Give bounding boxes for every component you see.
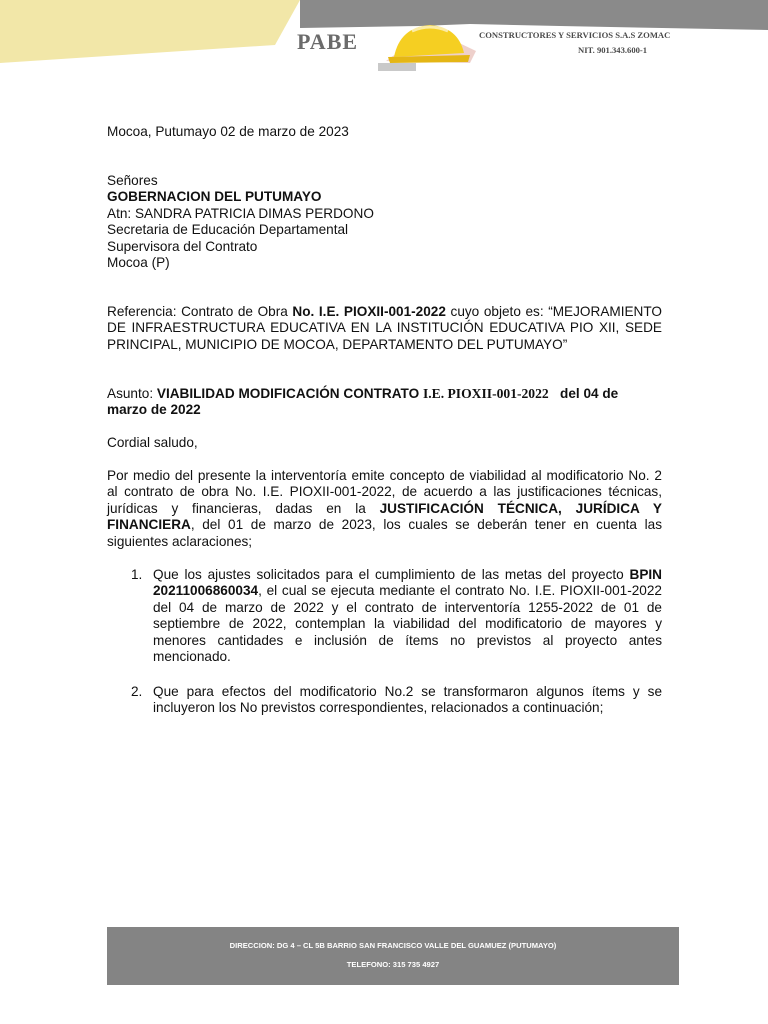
body-text-1: Por medio del presente la interventoría emite concepto de viabilidad al modificatorio No. 2 al contrato de obra No. I.E. PIOXII-001-2022, de acuerdo a las justificaciones técnicas, jurídicas y financieras, dadas en la [107,468,662,516]
list-text-2: , el cual se ejecuta mediante el contrato No. I.E. PIOXII-001-2022 del 04 de marzo de 2022 y el contrato de interventoría 1255-2022 de 01 de septiembre de 2022, contemplan la viabilidad del modificatorio de mayores y menores cantidades e inclusión de ítems no previstos al proyecto antes mencionado. [153,583,662,665]
footer-address: DIRECCION: DG 4 – CL 5B BARRIO SAN FRANCISCO VALLE DEL GUAMUEZ (PUTUMAYO) [229,941,557,950]
subject-title: VIABILIDAD MODIFICACIÓN CONTRATO [156,386,423,401]
list-number: 2. [131,684,143,699]
list-item [107,684,662,717]
gray-band [300,0,768,30]
place-date: Mocoa, Putumayo 02 de marzo de 2023 [107,124,349,139]
reference-label: Referencia: [107,304,177,319]
reference-paragraph [107,304,662,353]
subject-paragraph [107,386,662,419]
company-nit: NIT. 901.343.600-1 [578,45,648,55]
list-text-1: Que para efectos del modificatorio No.2 se transformaron algunos ítems y se incluyeron los No previstos correspondientes, relacionados a continuación; [153,684,662,716]
recipient-role: Supervisora del Contrato [107,238,258,254]
greeting: Cordial saludo, [107,435,198,450]
list-item [107,567,662,665]
recipient-block [107,173,662,271]
list-text-1: Que los ajustes solicitados para el cumplimiento de las metas del proyecto [153,567,630,582]
list-number: 1. [131,567,143,582]
subject-date: del 04 de marzo de 2022 [107,386,622,418]
company-name: CONSTRUCTORES Y SERVICIOS S.A.S ZOMAC [479,30,671,40]
footer-band [107,927,679,985]
subject-label: Asunto: [107,386,157,401]
body-text-2: , del 01 de marzo de 2023, los cuales se deberán tener en cuenta las siguientes aclaraciones; [107,517,662,549]
recipient-organization: GOBERNACION DEL PUTUMAYO [107,189,322,205]
letterhead [0,0,768,80]
recipient-attention: Atn: SANDRA PATRICIA DIMAS PERDONO [107,205,374,221]
body-paragraph [107,468,662,550]
recipient-city: Mocoa (P) [107,255,170,271]
recipient-salutation: Señores [107,173,158,188]
reference-lead: Contrato de Obra [176,304,293,319]
reference-contract-number: No. I.E. PIOXII-001-2022 [292,304,446,319]
list-bold: BPIN 20211006860034 [153,567,662,599]
subject-contract: I.E. PIOXII-001-2022 [422,386,549,401]
reference-object: cuyo objeto es: “MEJORAMIENTO DE INFRAESTRUCTURA EDUCATIVA EN LA INSTITUCIÓN EDUCATIVA PIO XII, SEDE PRINCIPAL, MUNICIPIO DE MOCOA, DEPARTAMENTO DEL PUTUMAYO” [107,304,662,352]
body-bold: JUSTIFICACIÓN TÉCNICA, JURÍDICA Y FINANCIERA [107,500,662,533]
yellow-band [0,0,300,63]
helmet-icon [372,17,482,77]
footer-phone: TELEFONO: 315 735 4927 [346,960,440,969]
recipient-department: Secretaria de Educación Departamental [107,222,349,238]
company-logo-text: PABE [297,29,359,54]
